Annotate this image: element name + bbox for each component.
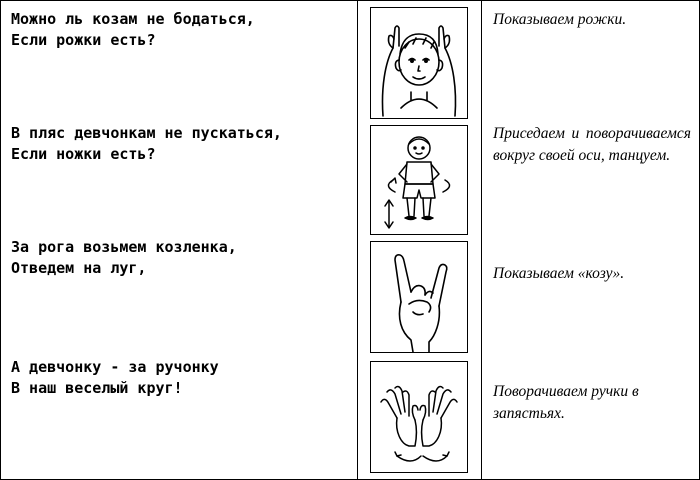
verse-line: За рога возьмем козленка, [11, 238, 237, 256]
verse-text [11, 9, 351, 51]
column-divider [481, 1, 482, 479]
verse-line: В пляс девчонкам не пускаться, [11, 124, 282, 142]
verse-line: А девчонку - за ручонку [11, 358, 219, 376]
verse-line: Если рожки есть? [11, 31, 156, 49]
child-horns-illustration [370, 7, 468, 119]
verse-line: Если ножки есть? [11, 145, 156, 163]
verse-line: Можно ль козам не бодаться, [11, 10, 255, 28]
action-text: Показываем рожки. [493, 11, 627, 28]
action-text: Приседаем и поворачиваемся вокруг своей оси, танцуем. [493, 125, 691, 164]
verse-text [11, 357, 351, 399]
rotating-hands-illustration [370, 361, 468, 473]
action-text: Поворачиваем ручки в запястьях. [493, 383, 639, 422]
verse-line: Отведем на луг, [11, 259, 147, 277]
column-divider [357, 1, 358, 479]
verse-text [11, 123, 351, 165]
dancing-boy-illustration [370, 125, 468, 235]
verse-line: В наш веселый круг! [11, 379, 183, 397]
verse-text [11, 237, 351, 279]
action-text: Показываем «козу». [493, 265, 625, 282]
goat-hand-illustration [370, 241, 468, 353]
